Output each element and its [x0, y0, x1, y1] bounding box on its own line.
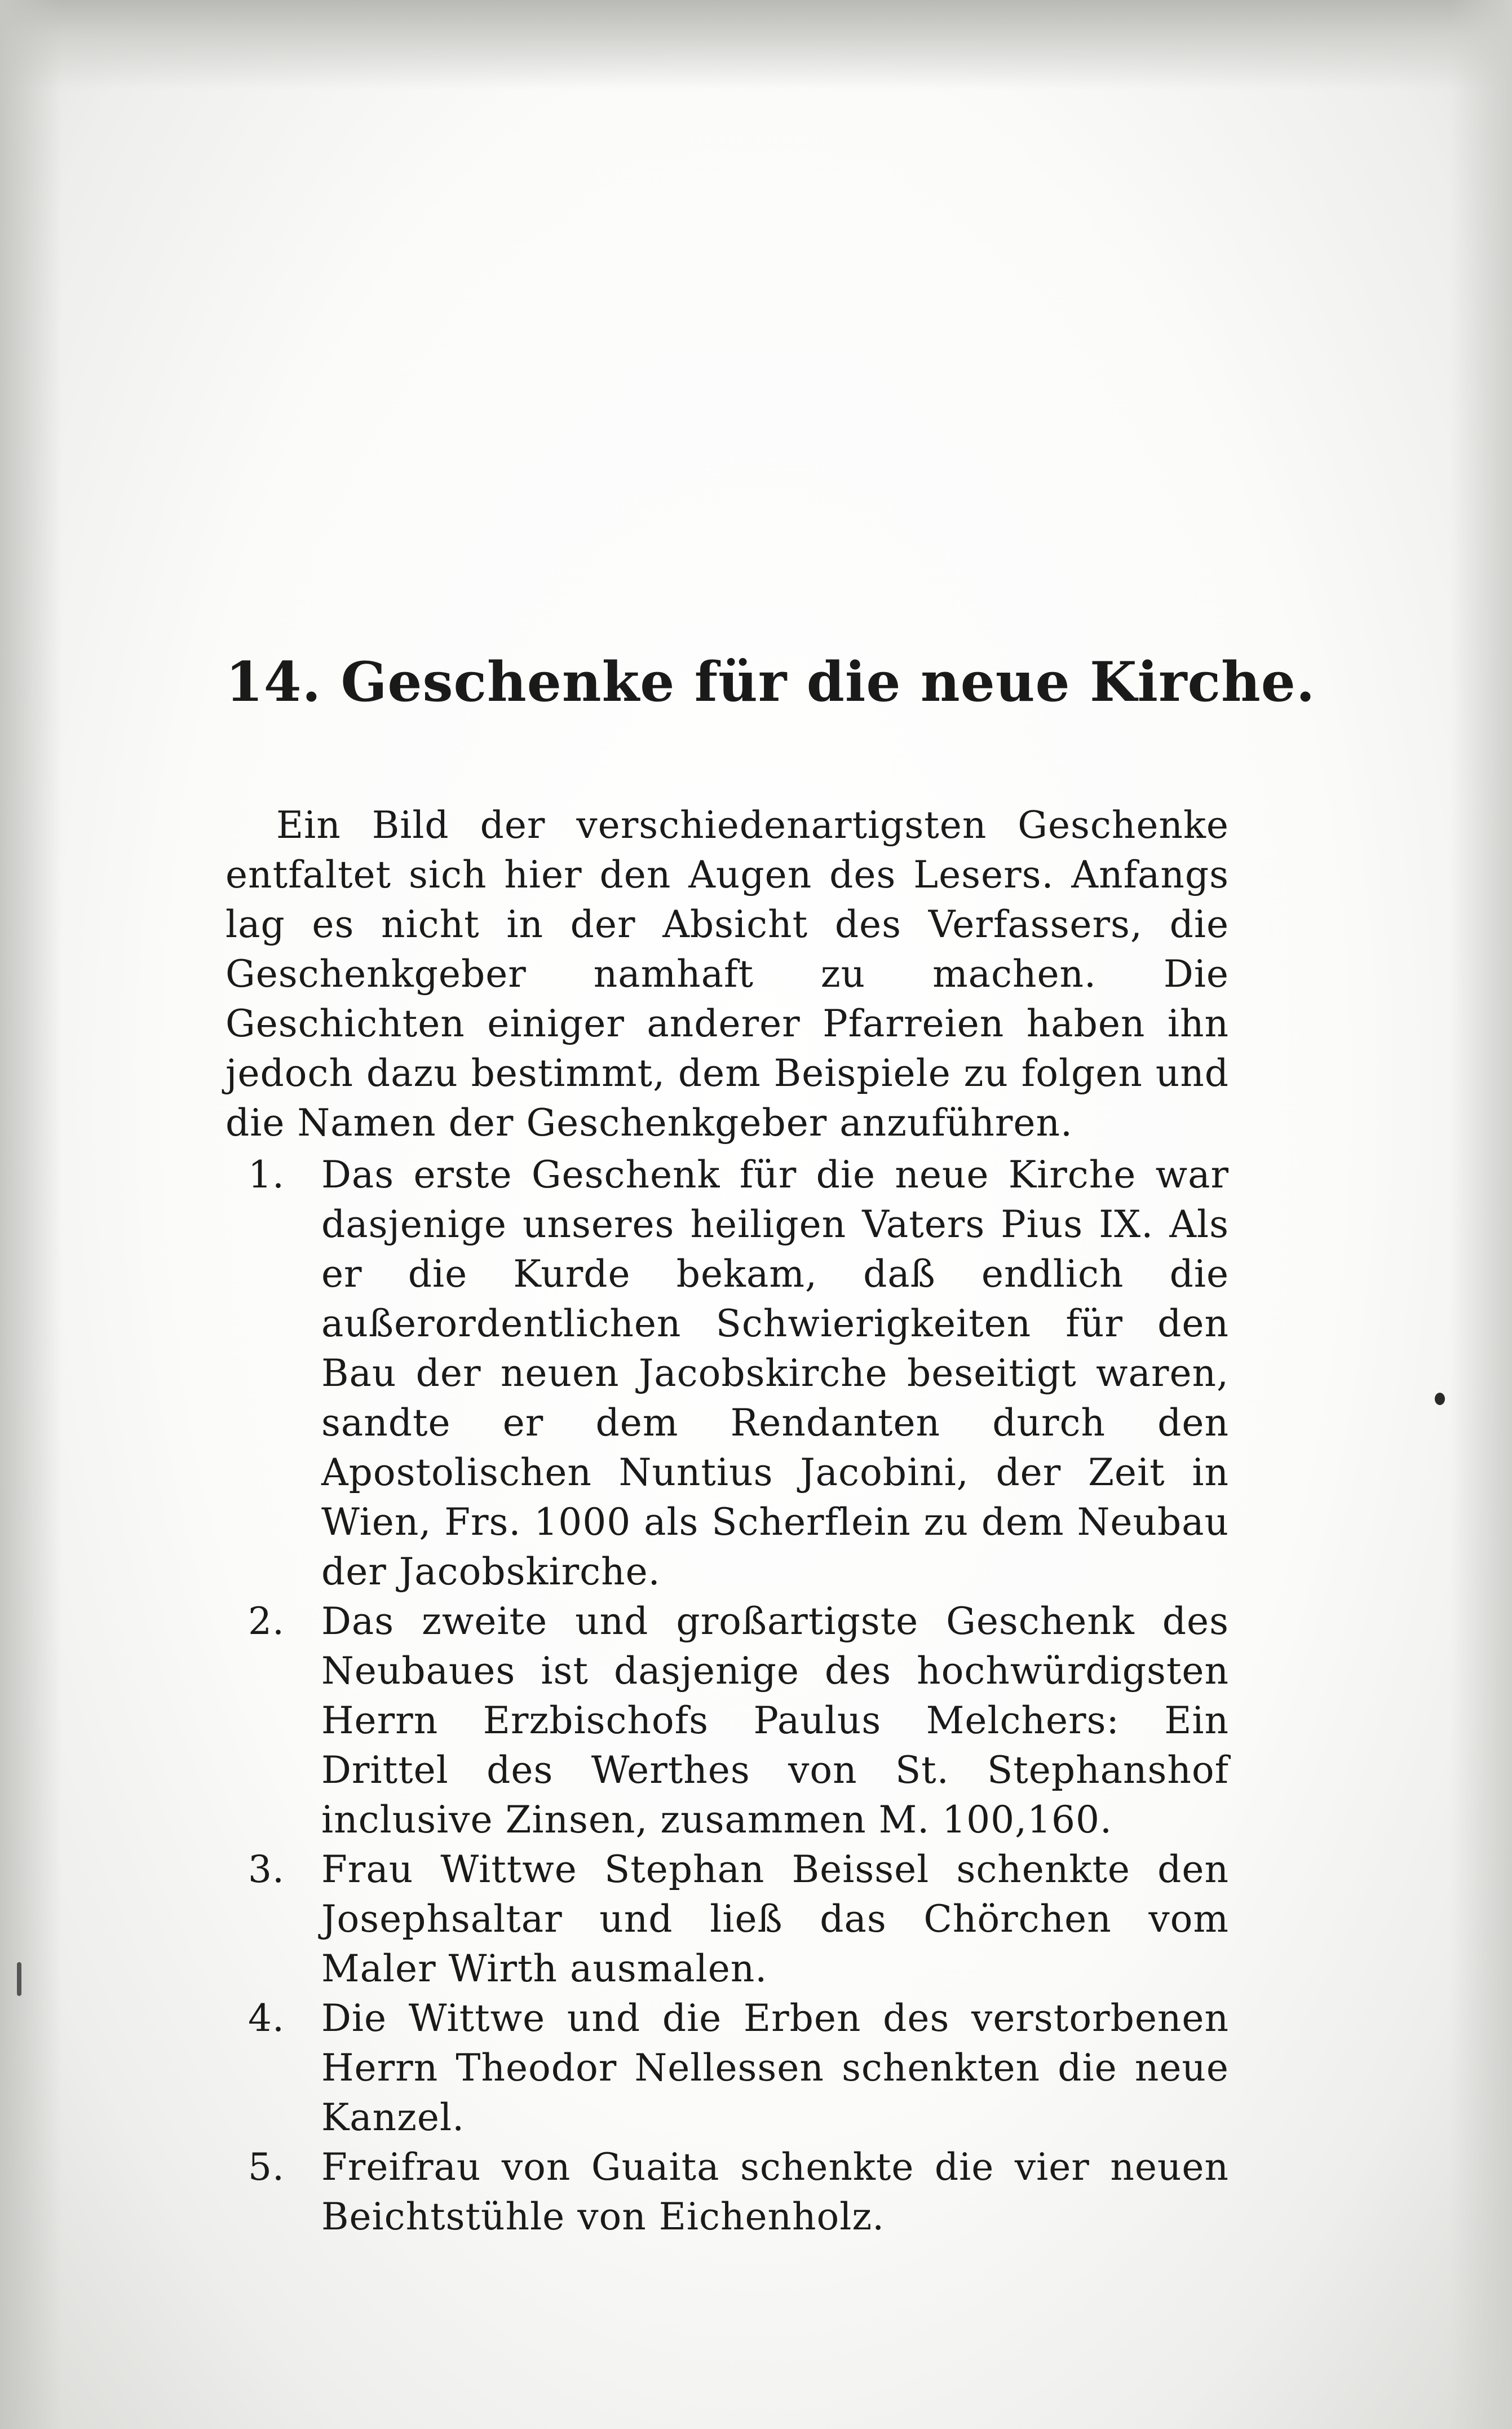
list-item [226, 1597, 1229, 1845]
item-number: 2. [248, 1600, 285, 1643]
scan-border-left [0, 0, 62, 2429]
ink-speck [1435, 1393, 1445, 1405]
list-item [226, 1150, 1229, 1597]
item-text: Das erste Geschenk für die neue Kirche war dasjenige unseres heiligen Vaters Pius IX. Als er die Kurde bekam, daß endlich die außerordentlichen Schwierigkeiten für den Bau der neuen Jacobskirche beseitigt waren, sandte er dem Rendanten durch den Apostolischen Nuntius Jacobini, der Zeit in Wien, Frs. 1000 als Scherflein zu dem Neubau der Jacobskirche. [321, 1153, 1229, 1593]
list-item [226, 2143, 1229, 2242]
item-text: Das zweite und großartigste Geschenk des Neubaues ist dasjenige des hochwürdigsten Herrn Erzbischofs Paulus Melchers: Ein Drittel des Werthes von St. Stephanshof inclusive Zinsen, zusammen M. 100,160. [321, 1600, 1229, 1841]
scan-border-right [1450, 0, 1512, 2429]
ink-speck [17, 1962, 21, 1996]
intro-paragraph: Ein Bild der verschiedenartigsten Geschenke entfaltet sich hier den Augen des Lesers. Anfangs lag es nicht in der Absicht des Verfassers, die Geschenkgeber namhaft zu machen. Die Geschichten einiger anderer Pfarreien haben ihn jedoch dazu bestimmt, dem Beispiele zu folgen und die Namen der Geschenkgeber anzuführen. [226, 803, 1229, 1145]
item-number: 3. [248, 1848, 285, 1891]
gift-list [226, 1150, 1229, 2242]
item-text: Frau Wittwe Stephan Beissel schenkte den Josephsaltar und ließ das Chörchen vom Maler Wirth ausmalen. [321, 1848, 1229, 1990]
item-text: Die Wittwe und die Erben des verstorbenen Herrn Theodor Nellessen schenkten die neue Kanzel. [321, 1997, 1229, 2139]
list-item [226, 1994, 1229, 2143]
item-text: Freifrau von Guaita schenkte die vier neuen Beichtstühle von Eichenholz. [321, 2145, 1229, 2238]
item-number: 5. [248, 2145, 285, 2189]
item-number: 1. [248, 1153, 285, 1196]
list-item [226, 1845, 1229, 1994]
text-block [226, 648, 1316, 2242]
chapter-heading: 14. Geschenke für die neue Kirche. [226, 650, 1316, 714]
item-number: 4. [248, 1997, 285, 2040]
scan-border-top [0, 0, 1512, 90]
